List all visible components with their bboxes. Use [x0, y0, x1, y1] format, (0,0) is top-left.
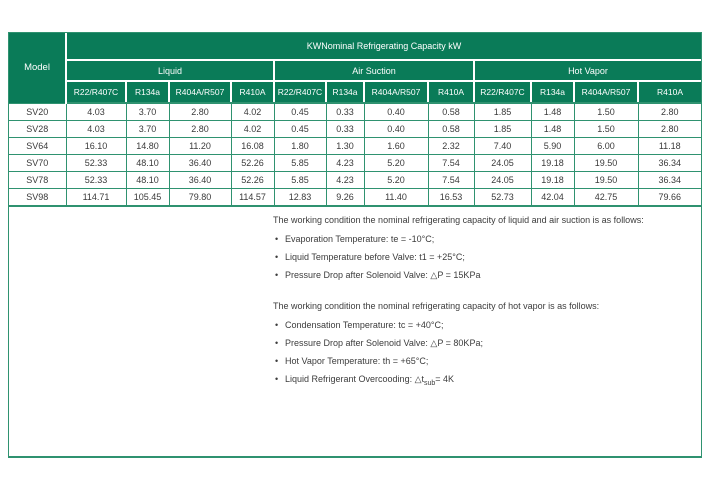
- capacity-cell: 52.33: [66, 155, 126, 172]
- note-item: [273, 334, 697, 352]
- liquid-air-notes-list: [273, 230, 697, 284]
- group-header-liquid: Liquid: [66, 60, 274, 81]
- refrigerant-header: R22/R407C: [274, 81, 326, 103]
- capacity-cell: 1.85: [474, 121, 531, 138]
- note-text: Pressure Drop after Solenoid Valve: △P = 15KPa: [285, 270, 481, 280]
- capacity-cell: 1.48: [531, 103, 574, 121]
- capacity-cell: 0.45: [274, 103, 326, 121]
- capacity-cell: 19.18: [531, 155, 574, 172]
- refrigerant-header: R410A: [428, 81, 474, 103]
- note-text: Condensation Temperature: tc = +40°C;: [285, 320, 444, 330]
- note-item: [273, 248, 697, 266]
- capacity-cell: 1.30: [326, 138, 364, 155]
- capacity-cell: 4.23: [326, 172, 364, 189]
- subscript-text: sub: [424, 379, 436, 387]
- capacity-cell: 36.40: [169, 172, 231, 189]
- capacity-cell: 114.71: [66, 189, 126, 207]
- capacity-cell: 0.33: [326, 121, 364, 138]
- model-cell: SV20: [9, 103, 66, 121]
- bullet-icon: •: [275, 270, 279, 280]
- capacity-cell: 5.20: [364, 155, 428, 172]
- capacity-cell: 4.23: [326, 155, 364, 172]
- bullet-icon: •: [275, 356, 279, 366]
- table-row: [9, 138, 701, 155]
- refrigerant-header: R22/R407C: [66, 81, 126, 103]
- capacity-table: [9, 33, 701, 207]
- capacity-cell: 14.80: [126, 138, 169, 155]
- refrigerant-header: R404A/R507: [364, 81, 428, 103]
- capacity-cell: 36.34: [638, 155, 701, 172]
- capacity-cell: 0.58: [428, 103, 474, 121]
- capacity-cell: 19.18: [531, 172, 574, 189]
- capacity-cell: 0.33: [326, 103, 364, 121]
- capacity-cell: 0.40: [364, 121, 428, 138]
- hot-vapor-notes-heading: The working condition the nominal refrigerating capacity of hot vapor is as follows:: [273, 301, 600, 311]
- capacity-cell: 4.02: [231, 121, 274, 138]
- capacity-cell: 52.26: [231, 172, 274, 189]
- model-cell: SV98: [9, 189, 66, 207]
- bullet-icon: •: [275, 338, 279, 348]
- capacity-cell: 5.85: [274, 172, 326, 189]
- model-column-header: Model: [9, 33, 66, 103]
- note-text: = 4K: [435, 374, 455, 384]
- refrigerant-header: R134a: [326, 81, 364, 103]
- capacity-cell: 52.33: [66, 172, 126, 189]
- capacity-cell: 79.66: [638, 189, 701, 207]
- capacity-cell: 1.48: [531, 121, 574, 138]
- capacity-cell: 24.05: [474, 155, 531, 172]
- capacity-cell: 1.50: [574, 103, 638, 121]
- capacity-cell: 2.80: [169, 121, 231, 138]
- liquid-air-notes-heading: The working condition the nominal refrigerating capacity of liquid and air suction is as follows:: [273, 215, 644, 225]
- note-text: Hot Vapor Temperature: th = +65°C;: [285, 356, 429, 366]
- capacity-cell: 19.50: [574, 155, 638, 172]
- capacity-cell: 12.83: [274, 189, 326, 207]
- capacity-cell: 0.45: [274, 121, 326, 138]
- capacity-cell: 36.34: [638, 172, 701, 189]
- capacity-cell: 2.80: [638, 121, 701, 138]
- capacity-cell: 5.85: [274, 155, 326, 172]
- table-title: KWNominal Refrigerating Capacity kW: [66, 33, 701, 60]
- capacity-cell: 2.80: [638, 103, 701, 121]
- model-cell: SV78: [9, 172, 66, 189]
- capacity-cell: 3.70: [126, 121, 169, 138]
- group-header-hot-vapor: Hot Vapor: [474, 60, 701, 81]
- note-item: [273, 230, 697, 248]
- capacity-cell: 5.20: [364, 172, 428, 189]
- capacity-cell: 11.40: [364, 189, 428, 207]
- capacity-cell: 36.40: [169, 155, 231, 172]
- note-item: [273, 316, 697, 334]
- bullet-icon: •: [275, 234, 279, 244]
- table-row: [9, 189, 701, 207]
- refrigerant-header: R404A/R507: [169, 81, 231, 103]
- capacity-cell: 0.58: [428, 121, 474, 138]
- working-condition-notes: [273, 211, 697, 393]
- capacity-cell: 7.54: [428, 155, 474, 172]
- table-row: [9, 103, 701, 121]
- refrigerant-header: R134a: [531, 81, 574, 103]
- refrigerant-header: R404A/R507: [574, 81, 638, 103]
- capacity-cell: 9.26: [326, 189, 364, 207]
- capacity-cell: 1.80: [274, 138, 326, 155]
- capacity-cell: 1.50: [574, 121, 638, 138]
- refrigerant-header: R410A: [231, 81, 274, 103]
- capacity-cell: 24.05: [474, 172, 531, 189]
- refrigerant-header: R410A: [638, 81, 701, 103]
- capacity-cell: 5.90: [531, 138, 574, 155]
- capacity-cell: 52.73: [474, 189, 531, 207]
- note-text: Liquid Temperature before Valve: t1 = +25°C;: [285, 252, 465, 262]
- capacity-cell: 48.10: [126, 172, 169, 189]
- bullet-icon: •: [275, 252, 279, 262]
- note-item: [273, 352, 697, 370]
- note-item: [273, 266, 697, 284]
- capacity-cell: 52.26: [231, 155, 274, 172]
- capacity-cell: 79.80: [169, 189, 231, 207]
- group-header-air-suction: Air Suction: [274, 60, 474, 81]
- capacity-cell: 7.54: [428, 172, 474, 189]
- capacity-cell: 16.10: [66, 138, 126, 155]
- table-row: [9, 172, 701, 189]
- capacity-cell: 4.03: [66, 121, 126, 138]
- note-item: [273, 370, 697, 393]
- capacity-cell: 4.02: [231, 103, 274, 121]
- capacity-cell: 48.10: [126, 155, 169, 172]
- capacity-cell: 11.18: [638, 138, 701, 155]
- model-cell: SV64: [9, 138, 66, 155]
- capacity-cell: 6.00: [574, 138, 638, 155]
- note-text: Evaporation Temperature: te = -10°C;: [285, 234, 435, 244]
- capacity-cell: 42.75: [574, 189, 638, 207]
- capacity-cell: 2.80: [169, 103, 231, 121]
- table-row: [9, 155, 701, 172]
- refrigerant-header: R134a: [126, 81, 169, 103]
- capacity-cell: 16.08: [231, 138, 274, 155]
- table-row: [9, 121, 701, 138]
- refrigerant-header: R22/R407C: [474, 81, 531, 103]
- capacity-cell: 19.50: [574, 172, 638, 189]
- capacity-cell: 114.57: [231, 189, 274, 207]
- model-cell: SV28: [9, 121, 66, 138]
- bullet-icon: •: [275, 374, 279, 384]
- capacity-cell: 42.04: [531, 189, 574, 207]
- note-text: Pressure Drop after Solenoid Valve: △P = 80KPa;: [285, 338, 483, 348]
- note-text: Liquid Refrigerant Overcooding: △t: [285, 374, 424, 384]
- model-cell: SV70: [9, 155, 66, 172]
- hot-vapor-notes-list: [273, 316, 697, 393]
- capacity-cell: 3.70: [126, 103, 169, 121]
- capacity-cell: 7.40: [474, 138, 531, 155]
- capacity-cell: 105.45: [126, 189, 169, 207]
- capacity-cell: 1.60: [364, 138, 428, 155]
- capacity-cell: 11.20: [169, 138, 231, 155]
- capacity-cell: 1.85: [474, 103, 531, 121]
- capacity-cell: 0.40: [364, 103, 428, 121]
- page-frame: [8, 32, 702, 458]
- capacity-cell: 4.03: [66, 103, 126, 121]
- capacity-cell: 2.32: [428, 138, 474, 155]
- bullet-icon: •: [275, 320, 279, 330]
- capacity-cell: 16.53: [428, 189, 474, 207]
